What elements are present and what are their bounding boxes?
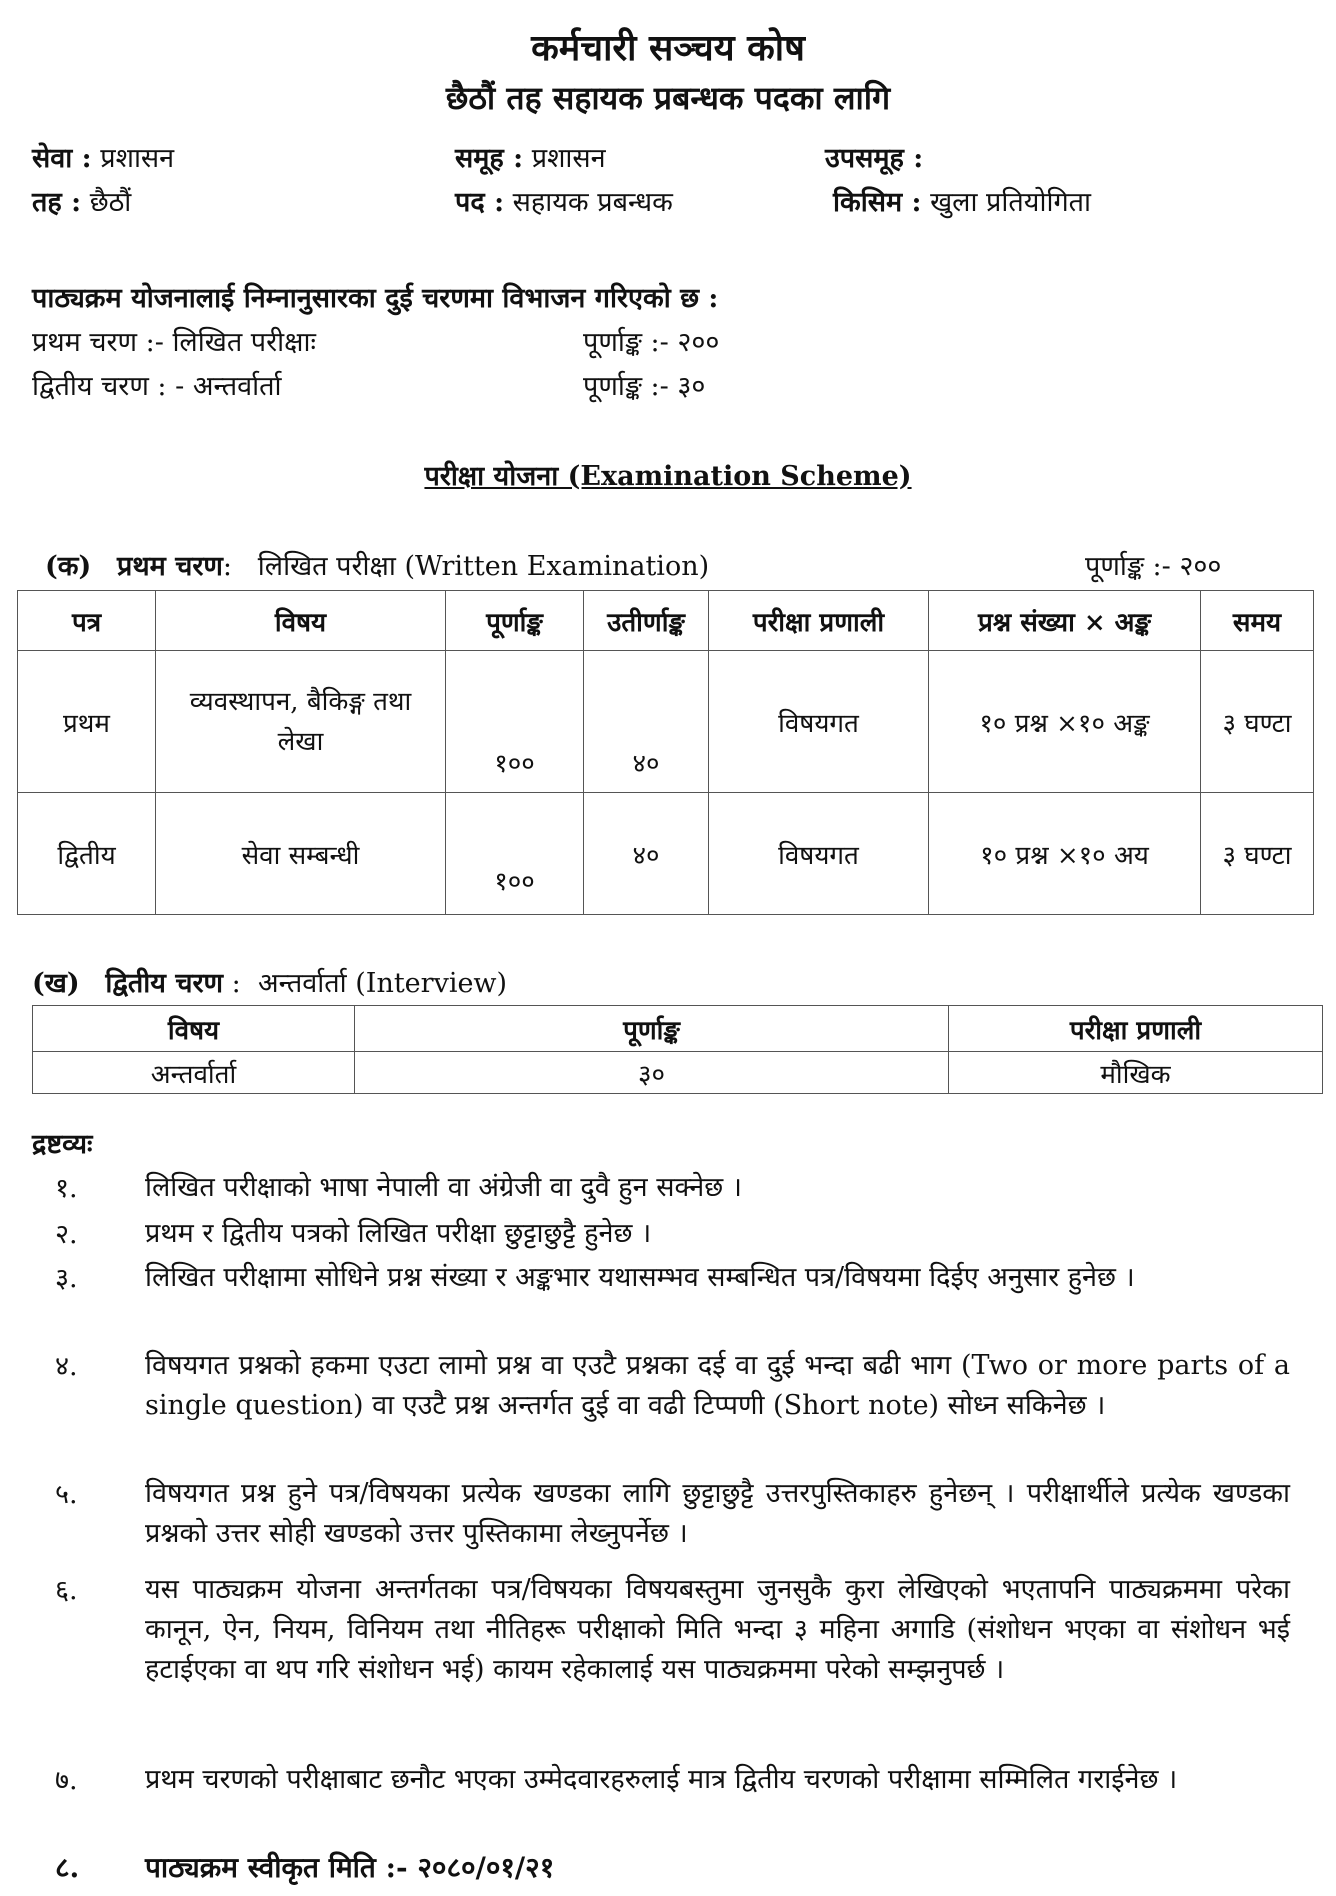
cell-full-marks: ३० xyxy=(355,1052,949,1094)
document-subtitle: छैठौं तह सहायक प्रबन्धक पदका लागि xyxy=(445,79,891,117)
header-exam-method: परीक्षा प्रणाली xyxy=(709,591,929,651)
header-exam-method: परीक्षा प्रणाली xyxy=(949,1006,1323,1052)
cell-paper: द्वितीय xyxy=(18,793,156,915)
cell-subject: व्यवस्थापन, बैकिङ्ग तथा लेखा xyxy=(156,651,446,793)
note-text: विषयगत प्रश्न हुने पत्र/विषयका प्रत्येक खण्डका लागि छुट्टाछुट्टै उत्तरपुस्तिकाहरु हुनेछन् । परीक्षार्थीले प्रत्येक खण्डका प्रश्नको उत्तर सोही खण्डको उत्तर पुस्तिकामा लेख्नुपर्नेछ । xyxy=(145,1478,1290,1549)
note-text: प्रथम चरणको परीक्षाबाट छनौट भएका उम्मेदवारहरुलाई मात्र द्वितीय चरणको परीक्षामा सम्मिलित गराईनेछ । xyxy=(145,1764,1178,1795)
cell-exam-method: मौखिक xyxy=(949,1052,1323,1094)
cell-pass-marks: ४० xyxy=(584,793,709,915)
section-a-full-marks: पूर्णाङ्क :- २०० xyxy=(1085,551,1222,582)
sewa-label: सेवा : xyxy=(32,143,92,174)
cell-questions-marks: १० प्रश्न ×१० अय xyxy=(929,793,1201,915)
samuha-field xyxy=(455,138,606,175)
note-number: ४. xyxy=(55,1351,78,1382)
upasamuha-field xyxy=(825,138,923,175)
cell-subject: अन्तर्वार्ता xyxy=(33,1052,355,1094)
section-b-marker: (ख) xyxy=(32,968,80,999)
samuha-value: प्रशासन xyxy=(531,143,606,174)
section-a-marker: (क) xyxy=(45,551,92,582)
kisim-value: खुला प्रतियोगिता xyxy=(930,187,1092,218)
cell-paper: प्रथम xyxy=(18,651,156,793)
note-text: प्रथम र द्वितीय पत्रको लिखित परीक्षा छुट्टाछुट्टै हुनेछ । xyxy=(145,1218,652,1249)
header-time: समय xyxy=(1201,591,1314,651)
note-number: ५. xyxy=(55,1479,78,1510)
table-row xyxy=(33,1052,1323,1094)
table-header-row xyxy=(33,1006,1323,1052)
header-full-marks: पूर्णाङ्क xyxy=(446,591,584,651)
note-text: यस पाठ्यक्रम योजना अन्तर्गतका पत्र/विषयका विषयबस्तुमा जुनसुकै कुरा लेखिएको भएतापनि पाठ्यक्रममा परेका कानून, ऐन, नियम, विनियम तथा नीतिहरू परीक्षाको मिति भन्दा ३ महिना अगाडि (संशोधन भएका वा संशोधन भई हटाईएका वा थप गरि संशोधन भई) कायम रहेकालाई यस पाठ्यक्रममा परेको सम्झनुपर्छ । xyxy=(145,1574,1290,1685)
table-header-row xyxy=(18,591,1314,651)
section-b-heading xyxy=(32,963,507,1000)
section-a-colon: : xyxy=(222,551,233,582)
cell-time: ३ घण्टा xyxy=(1201,793,1314,915)
approval-date: पाठ्यक्रम स्वीकृत मिति :- २०८०/०१/२१ xyxy=(145,1851,555,1884)
stage1-marks: पूर्णाङ्क :- २०० xyxy=(583,327,720,358)
organization-title: कर्मचारी सञ्चय कोष xyxy=(531,27,805,69)
stage2-marks: पूर्णाङ्क :- ३० xyxy=(583,371,706,402)
section-a-heading xyxy=(45,546,709,583)
note-text: लिखित परीक्षाको भाषा नेपाली वा अंग्रेजी वा दुवै हुन सक्नेछ । xyxy=(145,1172,742,1203)
kisim-field xyxy=(833,182,1091,219)
header-subject: विषय xyxy=(156,591,446,651)
header-pass-marks: उतीर्णाङ्क xyxy=(584,591,709,651)
taha-label: तह : xyxy=(32,187,82,218)
interview-table xyxy=(32,1005,1323,1094)
pad-label: पद : xyxy=(455,187,505,218)
header-paper: पत्र xyxy=(18,591,156,651)
section-b-colon: : xyxy=(231,968,241,999)
note-number: ७. xyxy=(55,1765,78,1796)
pad-field xyxy=(455,182,673,219)
header-questions-marks: प्रश्न संख्या × अङ्क xyxy=(929,591,1201,651)
sewa-field xyxy=(32,138,174,175)
cell-questions-marks: १० प्रश्न ×१० अङ्क xyxy=(929,651,1201,793)
header-subject: विषय xyxy=(33,1006,355,1052)
samuha-label: समूह : xyxy=(455,143,524,174)
scheme-title: परीक्षा योजना (Examination Scheme) xyxy=(424,461,912,492)
taha-value: छैठौं xyxy=(89,187,132,218)
note-text: विषयगत प्रश्नको हकमा एउटा लामो प्रश्न वा एउटै प्रश्नका दई वा दुई भन्दा बढी भाग (Two or more parts of a single question) वा एउटै प्रश्न अन्तर्गत दुई वा वढी टिप्पणी (Short note) सोध्न सकिनेछ । xyxy=(145,1350,1290,1421)
sewa-value: प्रशासन xyxy=(100,143,175,174)
stage1-label: प्रथम चरण :- लिखित परीक्षाः xyxy=(32,327,316,358)
section-b-desc: अन्तर्वार्ता (Interview) xyxy=(257,968,508,999)
cell-exam-method: विषयगत xyxy=(709,793,929,915)
note-text: लिखित परीक्षामा सोधिने प्रश्न संख्या र अङ्कभार यथासम्भव सम्बन्धित पत्र/विषयमा दिईए अनुसार हुनेछ । xyxy=(145,1262,1135,1293)
section-a-desc: लिखित परीक्षा (Written Examination) xyxy=(257,551,710,582)
table-row xyxy=(18,651,1314,793)
section-b-title: द्वितीय चरण xyxy=(105,968,224,999)
written-exam-table xyxy=(17,590,1314,915)
note-number: ८. xyxy=(55,1851,80,1884)
cell-exam-method: विषयगत xyxy=(709,651,929,793)
note-number: ६. xyxy=(55,1575,78,1606)
note-number: ३. xyxy=(55,1263,78,1294)
note-number: २. xyxy=(55,1219,78,1250)
cell-pass-marks: ४० xyxy=(584,651,709,793)
cell-full-marks: १०० xyxy=(446,793,584,915)
cell-full-marks: १०० xyxy=(446,651,584,793)
cell-subject: सेवा सम्बन्धी xyxy=(156,793,446,915)
section-a-title: प्रथम चरण xyxy=(117,551,223,582)
kisim-label: किसिम : xyxy=(833,187,922,218)
stage2-label: द्वितीय चरण : - अन्तर्वार्ता xyxy=(32,371,282,402)
taha-field xyxy=(32,182,131,219)
pad-value: सहायक प्रबन्धक xyxy=(512,187,673,218)
note-number: १. xyxy=(55,1173,78,1204)
plan-intro: पाठ्यक्रम योजनालाई निम्नानुसारका दुई चरणमा विभाजन गरिएको छ : xyxy=(32,283,719,314)
header-full-marks: पूर्णाङ्क xyxy=(355,1006,949,1052)
table-row xyxy=(18,793,1314,915)
notes-heading: द्रष्टव्यः xyxy=(32,1129,93,1160)
upasamuha-label: उपसमूह : xyxy=(825,143,924,174)
cell-time: ३ घण्टा xyxy=(1201,651,1314,793)
